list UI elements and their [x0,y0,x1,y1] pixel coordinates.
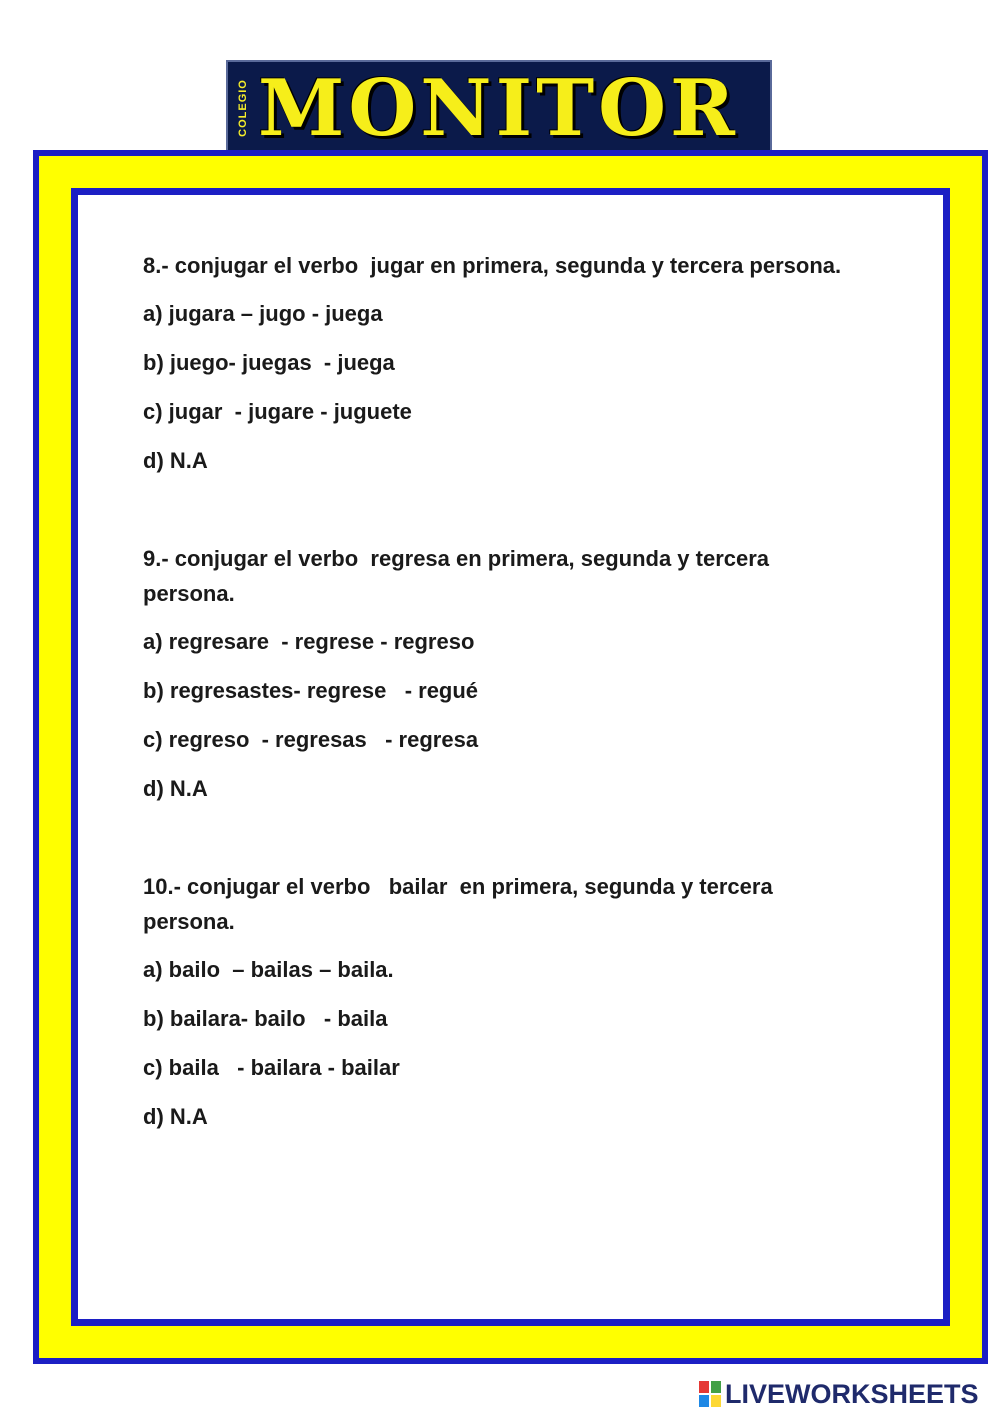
option-d[interactable]: d) N.A [143,776,208,801]
logo-small-text: COLEGIO [237,79,250,137]
question-9 [143,541,843,807]
option-b[interactable]: b) juego- juegas - juega [143,350,395,375]
option-b[interactable]: b) regresastes- regrese - regué [143,678,479,703]
logo-colegio-label [232,72,254,144]
option-a[interactable]: a) regresare - regrese - regreso [143,629,475,654]
question-text: 10.- conjugar el verbo bailar en primera, segunda y tercera persona. [143,874,779,934]
watermark-text: LIVEWORKSHEETS [725,1378,979,1409]
option-a[interactable]: a) jugara – jugo - juega [143,301,383,326]
option-d[interactable]: d) N.A [143,1104,208,1129]
question-8 [143,248,843,479]
logo-brand-name: MONITOR [258,63,739,152]
worksheet-content [143,248,843,1197]
liveworksheets-watermark [698,1377,979,1411]
option-c[interactable]: c) regreso - regresas - regresa [143,727,479,752]
liveworksheets-logo-icon [698,1380,722,1408]
option-c[interactable]: c) jugar - jugare - juguete [143,399,412,424]
school-logo [226,60,772,152]
question-10 [143,869,843,1135]
option-a[interactable]: a) bailo – bailas – baila. [143,957,394,982]
option-d[interactable]: d) N.A [143,448,208,473]
question-text: 8.- conjugar el verbo jugar en primera, segunda y tercera persona. [143,253,842,278]
question-text: 9.- conjugar el verbo regresa en primera, segunda y tercera persona. [143,546,776,606]
option-c[interactable]: c) baila - bailara - bailar [143,1055,400,1080]
option-b[interactable]: b) bailara- bailo - baila [143,1006,388,1031]
